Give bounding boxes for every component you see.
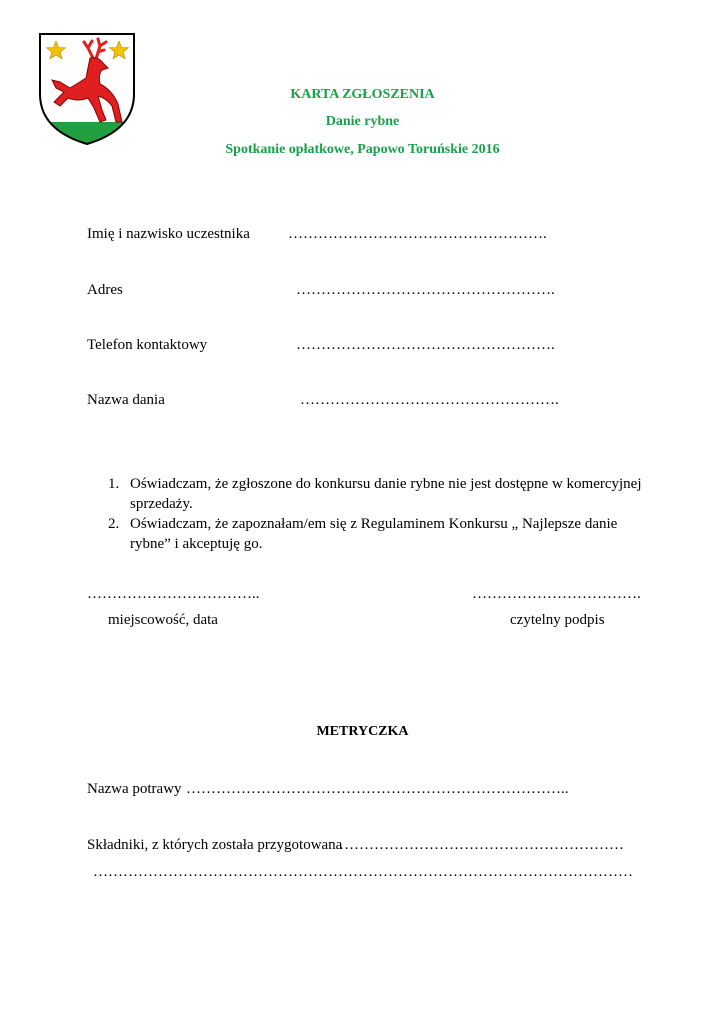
field-dots-phone[interactable]: …………………………………………….: [296, 337, 555, 353]
field-label-address: Adres: [87, 282, 123, 298]
ingredients-dots-continued[interactable]: ………………………………………………………………………………………………: [93, 864, 633, 880]
signature-label: czytelny podpis: [510, 612, 605, 628]
place-date-label: miejscowość, data: [108, 612, 218, 628]
field-dots-address[interactable]: …………………………………………….: [296, 282, 555, 298]
field-label-dish-name: Nazwa dania: [87, 392, 165, 408]
declaration-text: Oświadczam, że zgłoszone do konkursu danie rybne nie jest dostępne w komercyjnej sprzedaży.: [130, 476, 642, 512]
dish-name-dots[interactable]: …………………………………………………………………..: [186, 781, 569, 797]
list-item: [108, 474, 648, 514]
list-number: 2.: [108, 516, 120, 532]
field-label-phone: Telefon kontaktowy: [87, 337, 208, 353]
place-date-dots[interactable]: ……………………………..: [87, 586, 260, 602]
metryczka-title: METRYCZKA: [316, 724, 409, 739]
dish-name-label: Nazwa potrawy: [87, 781, 182, 797]
list-item: [108, 514, 648, 554]
list-number: 1.: [108, 476, 120, 492]
field-dots-participant[interactable]: …………………………………………….: [288, 226, 547, 242]
declaration-text: Oświadczam, że zapoznałam/em się z Regulaminem Konkursu „ Najlepsze danie rybne” i akceptuję go.: [130, 516, 618, 552]
field-label-participant: Imię i nazwisko uczestnika: [87, 226, 250, 242]
signature-dots[interactable]: …………………………….: [472, 586, 641, 602]
form-subtitle: Danie rybne: [325, 114, 400, 129]
form-title: KARTA ZGŁOSZENIA: [290, 87, 435, 102]
ingredients-label: Składniki, z których została przygotowana: [87, 837, 343, 853]
field-dots-dish-name[interactable]: …………………………………………….: [300, 392, 559, 408]
ingredients-dots[interactable]: …………………………………………………: [339, 837, 624, 853]
declarations-list: [108, 474, 648, 554]
event-name: Spotkanie opłatkowe, Papowo Toruńskie 2016: [225, 142, 500, 157]
